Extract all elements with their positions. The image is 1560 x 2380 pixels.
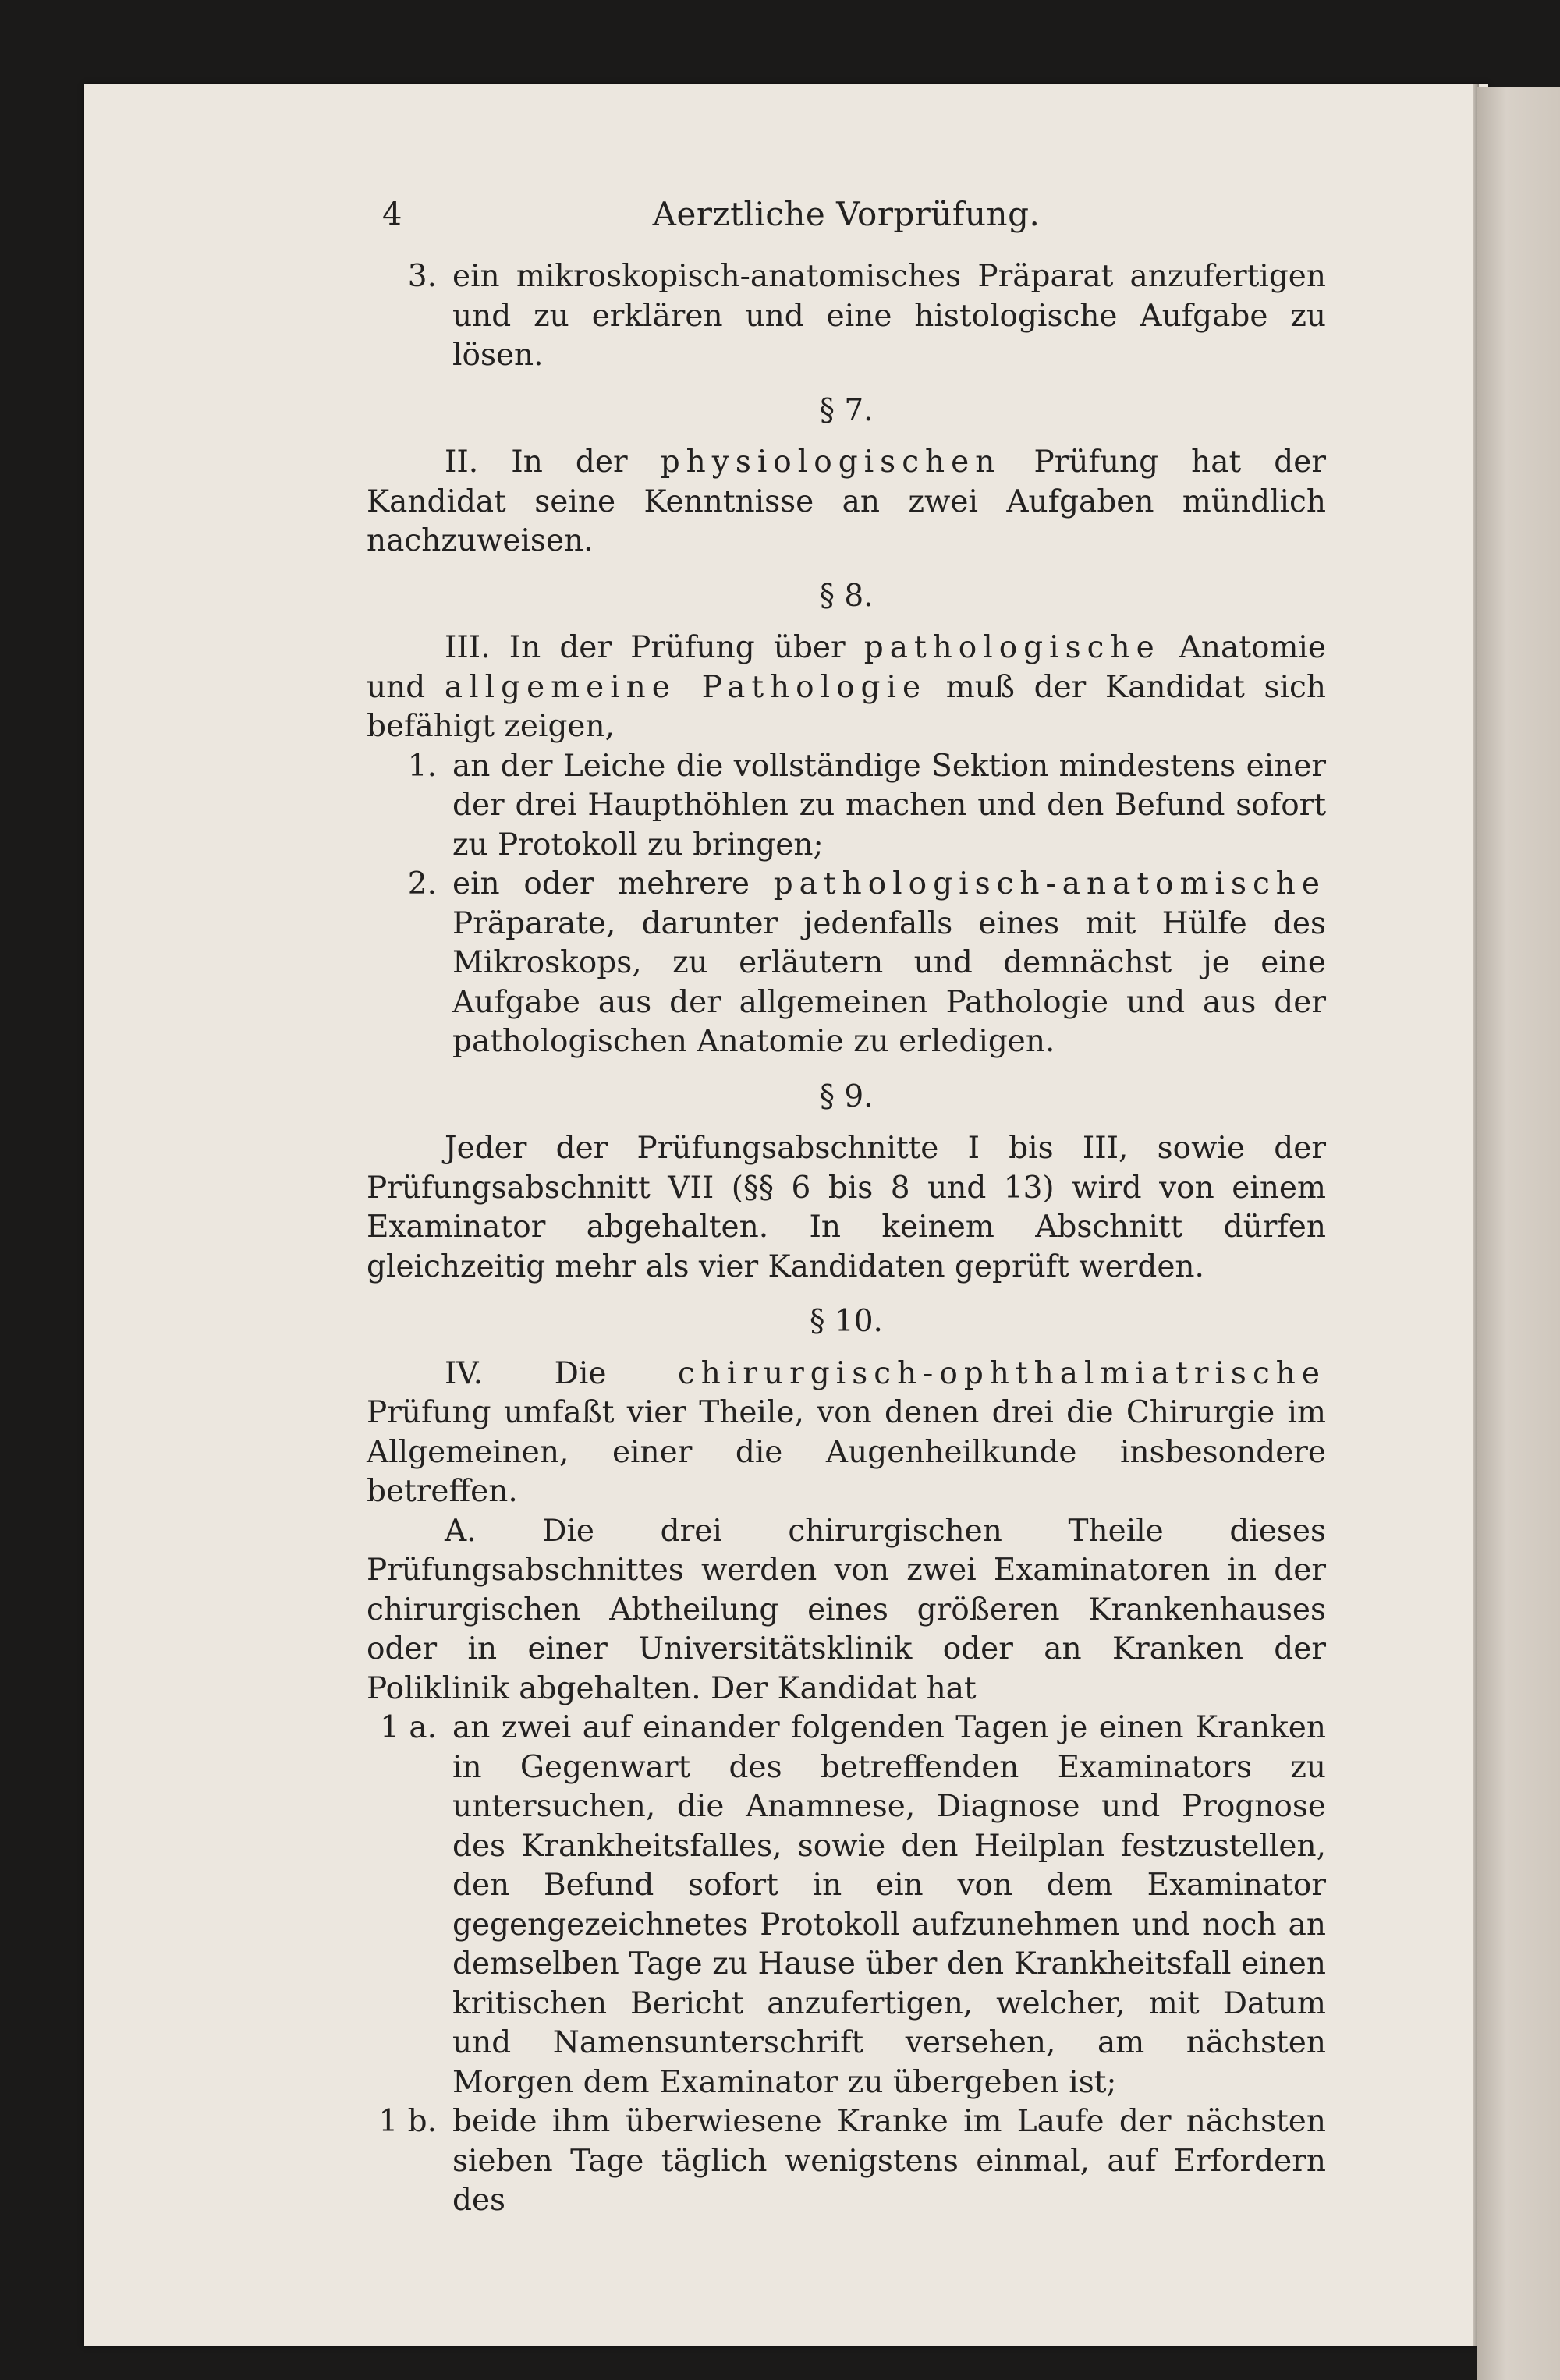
section-10-paragraph: [367, 1355, 1326, 1512]
s8-lead: III. In der Prüfung über: [445, 630, 846, 665]
section-7-paragraph: [367, 443, 1326, 561]
s7-rest: Prüfung hat der Kandidat seine Kenntnisse an zwei Aufgaben mündlich nachzuweisen.: [367, 444, 1326, 558]
s10-rest: Prüfung umfaßt vier Theile, von denen drei die Chirurgie im Allgemeinen, einer die Augenheilkunde insbesondere betreffen.: [367, 1395, 1326, 1509]
s7-lead: II. In der: [445, 444, 628, 480]
s10-item-1a: [367, 1709, 1326, 2102]
s10-lead: IV. Die: [445, 1355, 607, 1391]
item-text: an zwei auf einander folgenden Tagen je einen Kranken in Gegenwart des betreffenden Examinators zu untersuchen, die Anamnese, Diagnose und Prognose des Krankheitsfalles, sowie den Heilplan festzustellen, den Befund sofort in ein von dem Examinator gegengezeichnetes Protokoll aufzunehmen und noch an demselben Tage zu Hause über den Krankheitsfall einen kritischen Bericht anzufertigen, welcher, mit Datum und Namensunterschrift versehen, am nächsten Morgen dem Examinator zu übergeben ist;: [452, 1710, 1326, 2100]
item-label: 2.: [407, 866, 437, 901]
s8-item-1: [367, 747, 1326, 866]
s8-item2-rest: Präparate, darunter jedenfalls eines mit Hülfe des Mikroskops, zu erläutern und demnächst je eine Aufgabe aus der allgemeinen Pathologie und aus der pathologischen Anatomie zu erledigen.: [452, 905, 1326, 1059]
section-9-paragraph: Jeder der Prüfungsabschnitte I bis III, sowie der Prüfungsabschnitt VII (§§ 6 bis 8 und 13) wird von einem Examinator abgehalten. In keinem Abschnitt dürfen gleichzeitig mehr als vier Kandidaten geprüft werden.: [367, 1131, 1326, 1284]
section-8-heading: § 8.: [819, 578, 874, 614]
item-text: an der Leiche die vollständige Sektion mindestens einer der drei Haupthöhlen zu machen und den Befund sofort zu Protokoll zu bringen;: [452, 748, 1326, 862]
item-label: 1 b.: [378, 2104, 437, 2139]
s7-spaced: physiologischen: [660, 444, 1002, 480]
section-10-paragraph-a: A. Die drei chirurgischen Theile dieses Prüfungsabschnittes werden von zwei Examinatoren in der chirurgischen Abtheilung eines größeren Krankenhauses oder in einer Universitätsklinik oder an Kranken der Poliklinik abgehalten. Der Kandidat hat: [367, 1513, 1326, 1706]
item-text: beide ihm überwiesene Kranke im Laufe der nächsten sieben Tage täglich wenigstens einmal, auf Erfordern des: [452, 2104, 1326, 2218]
item-text: ein mikroskopisch-anatomisches Präparat anzufertigen und zu erklären und eine histologische Aufgabe zu lösen.: [452, 259, 1326, 373]
s8-spaced-1: pathologische: [863, 630, 1161, 665]
s8-item-2: [367, 865, 1326, 1062]
s8-rest: muß der Kandidat sich befähigt zeigen,: [367, 669, 1326, 744]
item-3: [367, 257, 1326, 376]
s10-item-1b: [367, 2102, 1326, 2221]
s10-spaced: chirurgisch-ophthalmiatrische: [677, 1355, 1326, 1391]
section-8-paragraph: [367, 629, 1326, 747]
s8-mid: Anatomie und: [367, 630, 1326, 705]
next-page-edge: [1477, 87, 1560, 2380]
page-text: [367, 179, 1326, 2221]
running-title: Aerztliche Vorprüfung.: [652, 195, 1041, 233]
item-label: 1 a.: [380, 1710, 437, 1745]
item-label: 1.: [407, 748, 437, 784]
s8-item2-lead: ein oder mehrere: [452, 866, 750, 901]
section-10-heading: § 10.: [810, 1304, 883, 1339]
page-number: 4: [382, 197, 402, 232]
s8-spaced-2: allgemeine Pathologie: [444, 669, 927, 705]
section-7-heading: § 7.: [819, 392, 874, 428]
item-label: 3.: [407, 259, 437, 294]
section-9-heading: § 9.: [819, 1078, 874, 1114]
item-text: [452, 865, 1326, 1062]
s8-item2-spaced: pathologisch-anatomische: [773, 866, 1326, 901]
page-header: [367, 179, 1326, 257]
